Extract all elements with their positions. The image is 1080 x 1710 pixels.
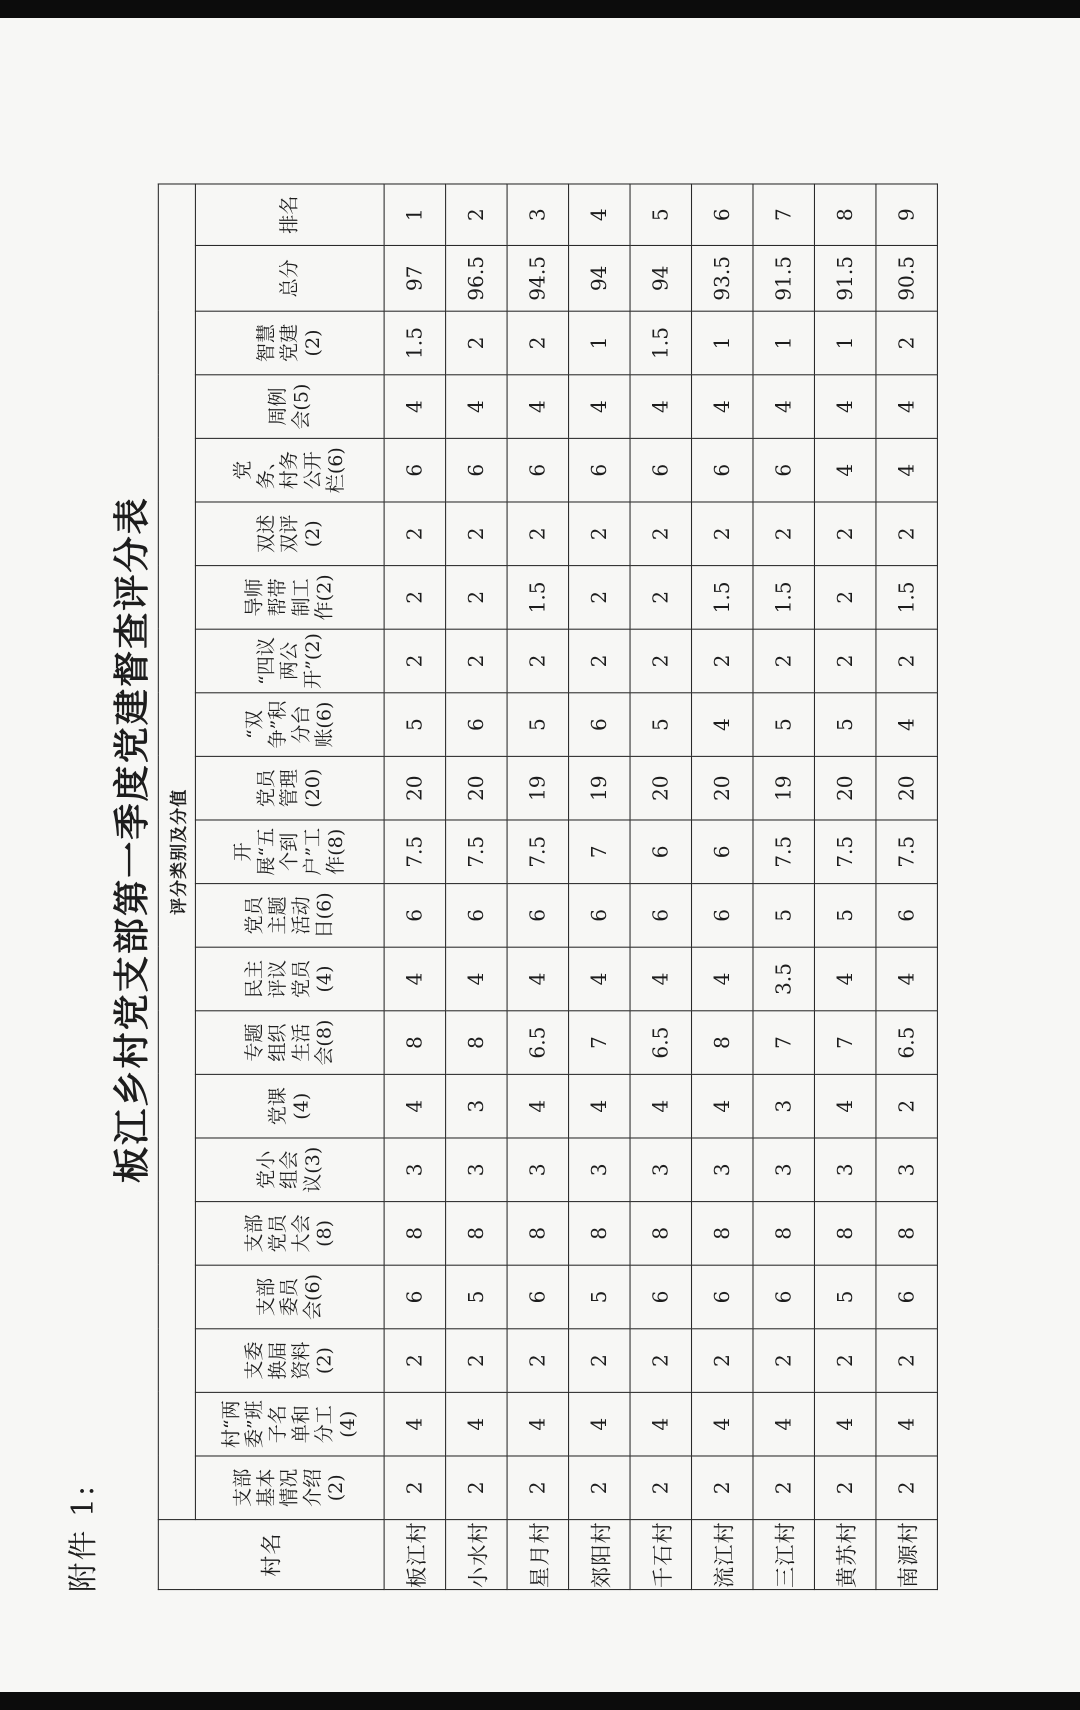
score-cell: 3: [569, 1138, 630, 1202]
score-cell: 4: [507, 1074, 568, 1138]
column-header: 党员管理(20): [195, 756, 384, 820]
total-cell: 96.5: [446, 245, 507, 311]
score-cell: 4: [692, 947, 753, 1011]
column-header: 村“两委”班子名单和分工(4): [195, 1392, 384, 1456]
score-cell: 2: [814, 1456, 875, 1520]
score-cell: 1: [814, 311, 875, 375]
score-cell: 4: [692, 1074, 753, 1138]
score-cell: 4: [876, 693, 937, 757]
column-header: 支部基本情况介绍(2): [195, 1456, 384, 1520]
score-cell: 4: [507, 1392, 568, 1456]
score-cell: 8: [630, 1202, 691, 1266]
column-header: 开展“五个到户”工作(8): [195, 820, 384, 884]
table-row: [446, 184, 507, 1590]
score-cell: 8: [384, 1011, 445, 1075]
score-cell: 6: [384, 438, 445, 502]
score-cell: 2: [814, 566, 875, 630]
table-row: [753, 184, 814, 1590]
score-cell: 6: [753, 1265, 814, 1329]
score-cell: 3: [692, 1138, 753, 1202]
score-cell: 8: [384, 1202, 445, 1266]
village-name: 黄苏村: [814, 1520, 875, 1590]
score-cell: 5: [814, 693, 875, 757]
score-cell: 4: [630, 1392, 691, 1456]
score-cell: 7: [569, 820, 630, 884]
score-cell: 3.5: [753, 947, 814, 1011]
village-name: 小水村: [446, 1520, 507, 1590]
score-cell: 1: [753, 311, 814, 375]
score-cell: 2: [692, 502, 753, 566]
score-cell: 6: [876, 1265, 937, 1329]
score-cell: 6: [446, 693, 507, 757]
score-cell: 6: [569, 693, 630, 757]
score-cell: 2: [569, 1329, 630, 1393]
score-cell: 2: [630, 502, 691, 566]
table-row: [569, 184, 630, 1590]
score-cell: 2: [446, 629, 507, 693]
table-body: [384, 184, 937, 1590]
score-cell: 2: [814, 502, 875, 566]
score-cell: 1.5: [692, 566, 753, 630]
score-cell: 8: [446, 1202, 507, 1266]
village-name: 三江村: [753, 1520, 814, 1590]
score-cell: 2: [507, 1329, 568, 1393]
score-cell: 6: [753, 438, 814, 502]
score-cell: 5: [753, 693, 814, 757]
score-cell: 20: [446, 756, 507, 820]
column-header: 支委换届资料(2): [195, 1329, 384, 1393]
group-header-row: [158, 184, 195, 1590]
score-cell: 2: [630, 1456, 691, 1520]
score-cell: 6: [569, 438, 630, 502]
score-cell: 8: [507, 1202, 568, 1266]
score-cell: 2: [569, 1456, 630, 1520]
score-cell: 6: [569, 884, 630, 948]
score-cell: 2: [753, 1329, 814, 1393]
table-row: [876, 184, 937, 1590]
score-cell: 1.5: [753, 566, 814, 630]
score-cell: 2: [507, 311, 568, 375]
total-cell: 93.5: [692, 245, 753, 311]
village-name: 板江村: [384, 1520, 445, 1590]
total-cell: 94: [569, 245, 630, 311]
score-cell: 19: [507, 756, 568, 820]
table-row: [692, 184, 753, 1590]
rank-cell: 2: [446, 184, 507, 245]
score-cell: 4: [876, 1392, 937, 1456]
score-cell: 2: [446, 311, 507, 375]
score-cell: 4: [814, 1074, 875, 1138]
score-cell: 5: [753, 884, 814, 948]
rank-cell: 6: [692, 184, 753, 245]
column-header: 双述双评(2): [195, 502, 384, 566]
score-cell: 20: [814, 756, 875, 820]
score-cell: 3: [446, 1138, 507, 1202]
score-cell: 6: [692, 820, 753, 884]
score-cell: 8: [446, 1011, 507, 1075]
score-cell: 6: [384, 1265, 445, 1329]
score-cell: 2: [384, 502, 445, 566]
score-cell: 2: [630, 629, 691, 693]
village-name: 星月村: [507, 1520, 568, 1590]
score-cell: 4: [507, 947, 568, 1011]
score-cell: 7: [753, 1011, 814, 1075]
score-cell: 2: [446, 1329, 507, 1393]
score-cell: 3: [384, 1138, 445, 1202]
score-cell: 4: [507, 375, 568, 439]
score-cell: 20: [630, 756, 691, 820]
score-cell: 4: [384, 375, 445, 439]
rank-cell: 9: [876, 184, 937, 245]
score-cell: 7.5: [507, 820, 568, 884]
column-header: 专题组织生活会(8): [195, 1011, 384, 1075]
score-cell: 3: [446, 1074, 507, 1138]
score-cell: 4: [692, 1392, 753, 1456]
score-cell: 4: [384, 947, 445, 1011]
score-cell: 3: [630, 1138, 691, 1202]
score-cell: 7.5: [446, 820, 507, 884]
category-group-header: 评分类别及分值: [158, 184, 195, 1520]
scanned-page: [0, 18, 1080, 1692]
rank-cell: 3: [507, 184, 568, 245]
score-cell: 6: [630, 438, 691, 502]
score-cell: 4: [384, 1074, 445, 1138]
score-cell: 2: [692, 1329, 753, 1393]
score-cell: 4: [446, 947, 507, 1011]
score-cell: 6: [507, 438, 568, 502]
column-header-row: [195, 184, 384, 1590]
column-header: 党课(4): [195, 1074, 384, 1138]
score-cell: 6: [446, 884, 507, 948]
village-name: 流江村: [692, 1520, 753, 1590]
score-cell: 6: [507, 1265, 568, 1329]
score-cell: 7: [814, 1011, 875, 1075]
top-dark-border: [0, 0, 1080, 18]
score-cell: 4: [753, 375, 814, 439]
score-cell: 2: [507, 502, 568, 566]
score-cell: 4: [446, 375, 507, 439]
score-cell: 6: [692, 1265, 753, 1329]
score-cell: 2: [876, 1074, 937, 1138]
score-cell: 3: [753, 1138, 814, 1202]
score-cell: 19: [569, 756, 630, 820]
rank-header: 排名: [195, 184, 384, 245]
score-cell: 8: [692, 1011, 753, 1075]
score-cell: 4: [630, 947, 691, 1011]
score-cell: 4: [814, 947, 875, 1011]
score-cell: 2: [384, 566, 445, 630]
score-cell: 1.5: [876, 566, 937, 630]
score-cell: 6: [507, 884, 568, 948]
score-cell: 4: [569, 947, 630, 1011]
score-cell: 2: [753, 629, 814, 693]
score-cell: 6: [384, 884, 445, 948]
score-cell: 7.5: [814, 820, 875, 884]
score-cell: 5: [446, 1265, 507, 1329]
score-cell: 4: [569, 1074, 630, 1138]
bottom-dark-border: [0, 1692, 1080, 1710]
table-row: [814, 184, 875, 1590]
score-cell: 6: [630, 884, 691, 948]
score-cell: 2: [876, 1329, 937, 1393]
score-cell: 6: [630, 820, 691, 884]
score-cell: 2: [814, 1329, 875, 1393]
score-cell: 2: [753, 1456, 814, 1520]
rank-cell: 8: [814, 184, 875, 245]
rank-cell: 5: [630, 184, 691, 245]
score-cell: 7.5: [384, 820, 445, 884]
score-cell: 2: [876, 629, 937, 693]
score-cell: 3: [753, 1074, 814, 1138]
score-cell: 5: [569, 1265, 630, 1329]
village-header: 村名: [158, 1520, 384, 1590]
score-cell: 6: [876, 884, 937, 948]
score-cell: 5: [814, 1265, 875, 1329]
column-header: 党务、村务公开栏(6): [195, 438, 384, 502]
score-cell: 2: [507, 1456, 568, 1520]
total-cell: 94: [630, 245, 691, 311]
village-name: 郊阳村: [569, 1520, 630, 1590]
score-cell: 20: [692, 756, 753, 820]
score-cell: 2: [876, 502, 937, 566]
score-cell: 20: [876, 756, 937, 820]
score-cell: 6: [692, 884, 753, 948]
score-cell: 20: [384, 756, 445, 820]
score-cell: 2: [569, 629, 630, 693]
score-cell: 2: [814, 629, 875, 693]
score-cell: 3: [876, 1138, 937, 1202]
score-cell: 2: [446, 1456, 507, 1520]
score-cell: 6: [446, 438, 507, 502]
score-table: [158, 183, 938, 1590]
score-cell: 2: [876, 1456, 937, 1520]
score-cell: 2: [384, 629, 445, 693]
score-cell: 4: [692, 375, 753, 439]
score-cell: 7: [569, 1011, 630, 1075]
score-cell: 3: [814, 1138, 875, 1202]
attachment-label: 附件 1:: [65, 1483, 101, 1593]
score-cell: 2: [630, 566, 691, 630]
rank-cell: 4: [569, 184, 630, 245]
column-header: 周例会(5): [195, 375, 384, 439]
score-cell: 3: [507, 1138, 568, 1202]
score-cell: 4: [753, 1392, 814, 1456]
column-header: 导师帮带制工作(2): [195, 566, 384, 630]
score-cell: 5: [384, 693, 445, 757]
score-cell: 2: [507, 629, 568, 693]
score-cell: 4: [446, 1392, 507, 1456]
score-cell: 8: [753, 1202, 814, 1266]
score-cell: 8: [876, 1202, 937, 1266]
column-header: 民主评议党员(4): [195, 947, 384, 1011]
score-cell: 7.5: [876, 820, 937, 884]
score-cell: 4: [876, 375, 937, 439]
table-row: [384, 184, 445, 1590]
score-cell: 19: [753, 756, 814, 820]
score-cell: 4: [814, 438, 875, 502]
score-cell: 4: [630, 1074, 691, 1138]
score-cell: 1: [692, 311, 753, 375]
column-header: 支部党员大会(8): [195, 1202, 384, 1266]
score-cell: 1.5: [630, 311, 691, 375]
table-row: [507, 184, 568, 1590]
score-cell: 4: [814, 1392, 875, 1456]
score-cell: 6.5: [630, 1011, 691, 1075]
score-cell: 4: [630, 375, 691, 439]
score-cell: 6.5: [876, 1011, 937, 1075]
score-cell: 1.5: [384, 311, 445, 375]
score-cell: 2: [446, 502, 507, 566]
total-header: 总分: [195, 245, 384, 311]
score-cell: 1.5: [507, 566, 568, 630]
rank-cell: 1: [384, 184, 445, 245]
total-cell: 91.5: [814, 245, 875, 311]
score-cell: 8: [692, 1202, 753, 1266]
score-cell: 4: [876, 438, 937, 502]
village-name: 南源村: [876, 1520, 937, 1590]
total-cell: 97: [384, 245, 445, 311]
score-cell: 2: [569, 566, 630, 630]
score-cell: 6.5: [507, 1011, 568, 1075]
score-cell: 4: [814, 375, 875, 439]
total-cell: 90.5: [876, 245, 937, 311]
score-cell: 2: [569, 502, 630, 566]
rotated-document: [20, 34, 1059, 1645]
column-header: 智慧党建(2): [195, 311, 384, 375]
score-cell: 2: [753, 502, 814, 566]
score-cell: 7.5: [753, 820, 814, 884]
score-cell: 2: [446, 566, 507, 630]
score-cell: 8: [814, 1202, 875, 1266]
score-cell: 4: [692, 693, 753, 757]
score-cell: 5: [630, 693, 691, 757]
total-cell: 94.5: [507, 245, 568, 311]
score-cell: 2: [876, 311, 937, 375]
document-title: 板江乡村党支部第一季度党建督查评分表: [111, 496, 154, 1184]
rank-cell: 7: [753, 184, 814, 245]
score-cell: 6: [692, 438, 753, 502]
column-header: 支部委员会(6): [195, 1265, 384, 1329]
score-cell: 6: [630, 1265, 691, 1329]
score-cell: 2: [384, 1329, 445, 1393]
score-cell: 4: [384, 1392, 445, 1456]
column-header: “双争”积分台账(6): [195, 693, 384, 757]
score-cell: 4: [569, 1392, 630, 1456]
table-row: [630, 184, 691, 1590]
score-cell: 4: [876, 947, 937, 1011]
score-cell: 4: [569, 375, 630, 439]
total-cell: 91.5: [753, 245, 814, 311]
column-header: 党小组会议(3): [195, 1138, 384, 1202]
score-cell: 8: [569, 1202, 630, 1266]
score-cell: 5: [814, 884, 875, 948]
score-cell: 1: [569, 311, 630, 375]
score-cell: 2: [630, 1329, 691, 1393]
column-header: 党员主题活动日(6): [195, 884, 384, 948]
score-cell: 2: [384, 1456, 445, 1520]
column-header: “四议两公开”(2): [195, 629, 384, 693]
score-cell: 2: [692, 629, 753, 693]
score-cell: 2: [692, 1456, 753, 1520]
village-name: 千石村: [630, 1520, 691, 1590]
score-cell: 5: [507, 693, 568, 757]
